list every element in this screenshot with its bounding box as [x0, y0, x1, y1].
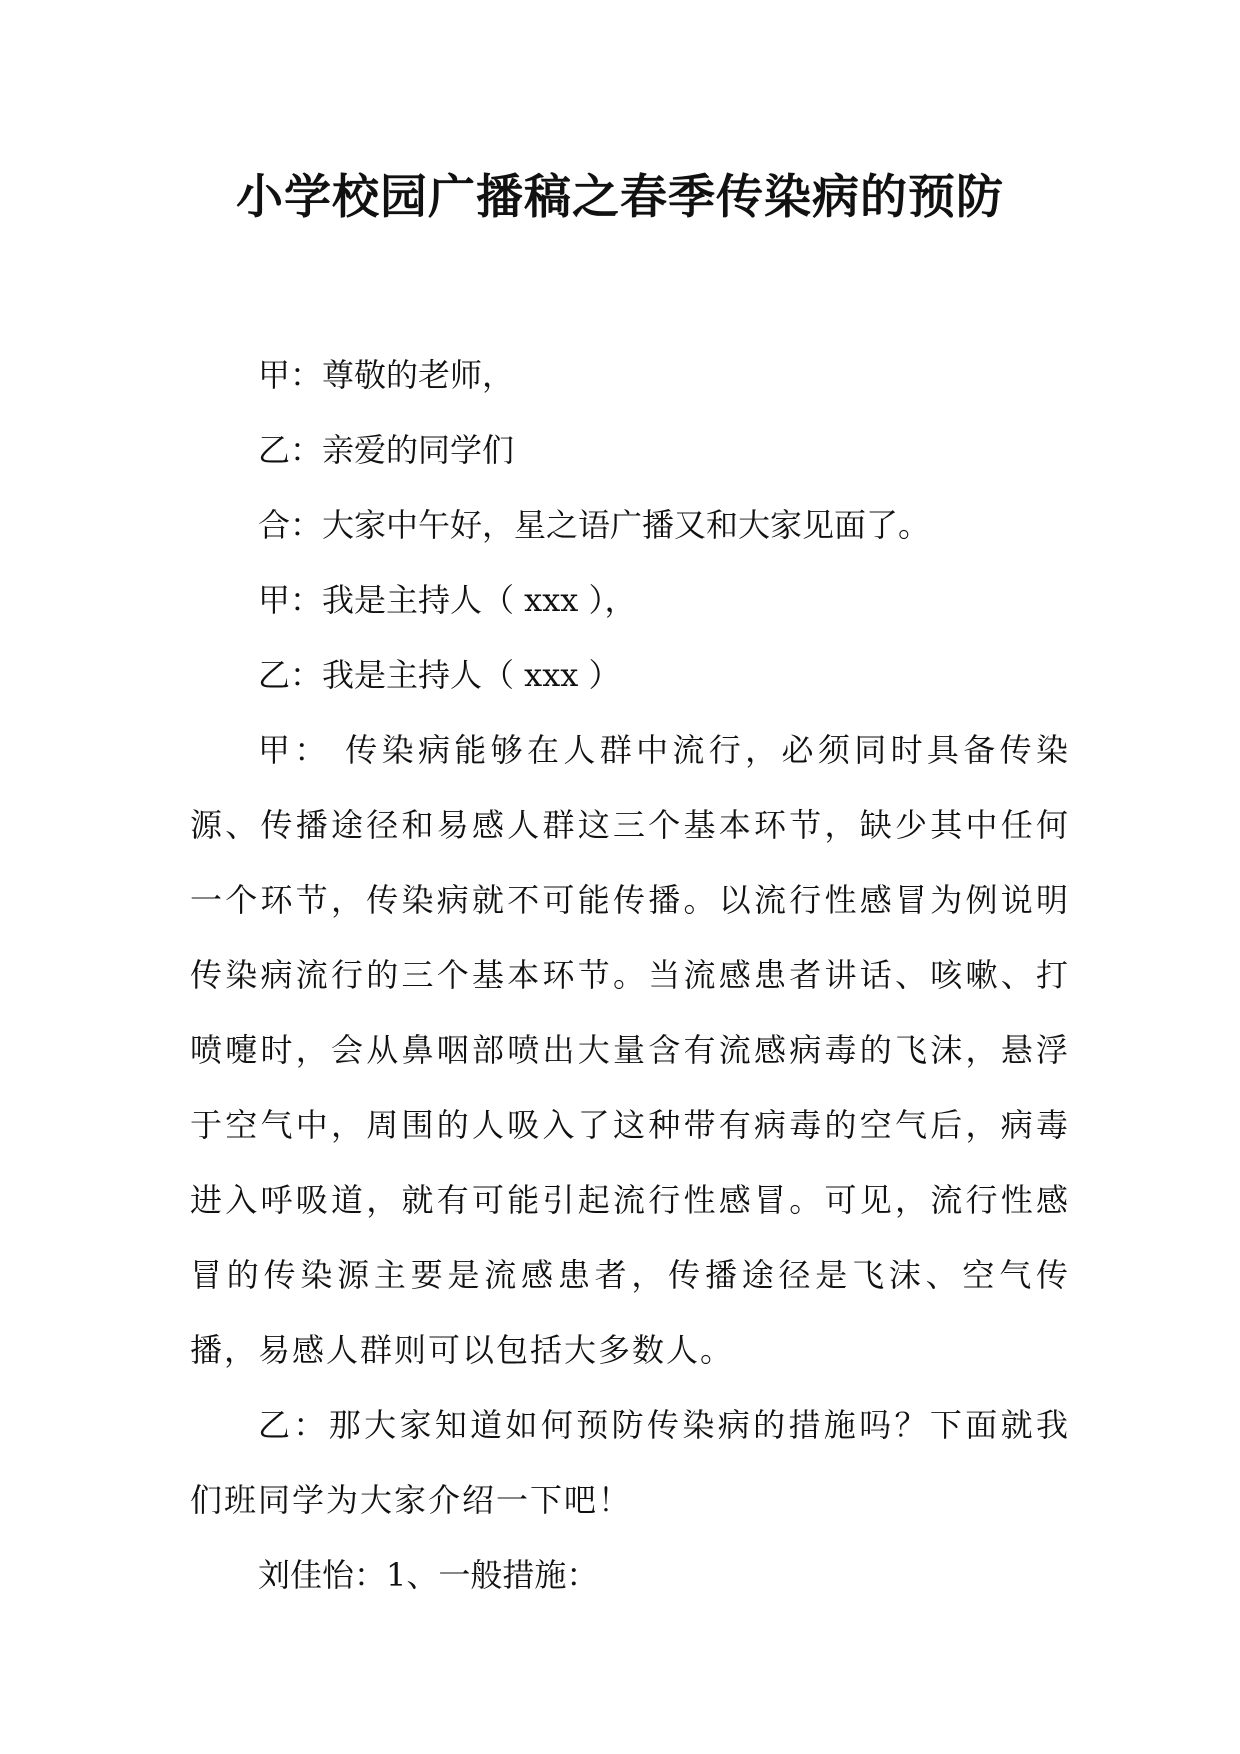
document-title: 小学校园广播稿之春季传染病的预防 — [236, 170, 1004, 225]
paragraph-transmission-explanation: 甲： 传染病能够在人群中流行，必须同时具备传染源、传播途径和易感人群这三个基本环节，缺少其中任何一个环节，传染病就不可能传播。以流行性感冒为例说明传染病流行的三个基本环节。当流感患者讲话、咳嗽、打喷嚏时，会从鼻咽部喷出大量含有流感病毒的飞沫，悬浮于空气中，周围的人吸入了这种带有病毒的空气后，病毒进入呼吸道，就有可能引起流行性感冒。可见，流行性感冒的传染源主要是流感患者，传播途径是飞沫、空气传播，易感人群则可以包括大多数人。 — [190, 731, 1070, 1369]
paragraph-host-a-intro: 甲：我是主持人（ xxx ）， — [258, 581, 637, 619]
paragraph-host-b-intro: 乙：我是主持人（ xxx ） — [258, 656, 621, 694]
paragraph-general-measures: 刘佳怡：1、一般措施： — [258, 1556, 599, 1594]
paragraph-greeting-students: 乙：亲爱的同学们 — [258, 431, 515, 469]
document-body — [190, 338, 1070, 1613]
paragraph-joint-greeting: 合：大家中午好，星之语广播又和大家见面了。 — [258, 506, 931, 544]
paragraph-greeting-teachers: 甲：尊敬的老师， — [258, 356, 515, 394]
paragraph-prevention-question: 乙：那大家知道如何预防传染病的措施吗？下面就我们班同学为大家介绍一下吧！ — [190, 1406, 1070, 1519]
